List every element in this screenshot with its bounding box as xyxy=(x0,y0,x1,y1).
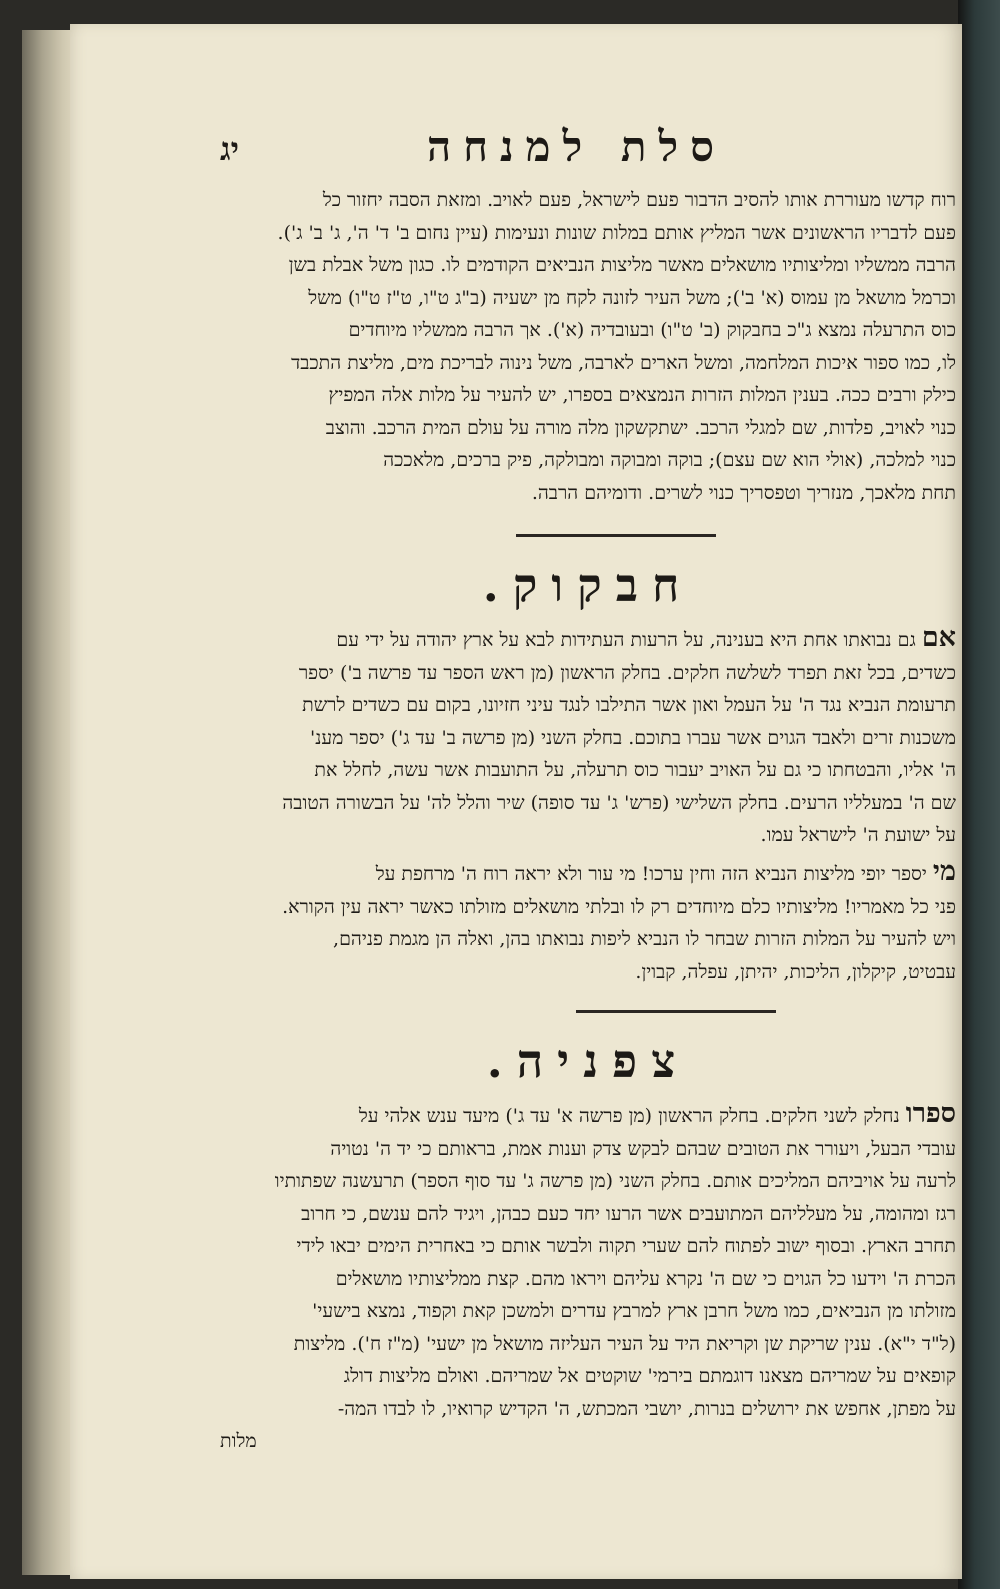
text-line: על ישועת ה' לישראל עמו. xyxy=(760,824,956,846)
text-line: לרעה על אויביהם המליכים אותם. בחלק השני (מן פרשה ג' עד סוף הספר) תרעשנה שפתותיו xyxy=(274,1170,956,1192)
text-line: הכרת ה' וידעו כל הגוים כי שם ה' נקרא עליהם ויראו מהם. קצת ממליצותיו מושאלים xyxy=(335,1267,956,1290)
text-line: פעם לדבריו הראשונים אשר המליץ אותם במלות שונות ונעימות (עיין נחום ב' ד' ה', ג' ב' ג'). xyxy=(277,221,956,244)
text-line: רגז ומהומה, על מעלליהם המתועבים אשר הרעו יחד כעם כבהן, ויגיד להם ענשם, כי חרוב xyxy=(301,1202,956,1225)
section-title-zephaniah: צפניה. xyxy=(486,1034,690,1088)
text-line: עבטיט, קיקלון, הליכות, יהיתן, עפלה, קבוין. xyxy=(635,960,956,983)
intro-paragraph xyxy=(220,184,956,509)
initial-word: מי xyxy=(932,856,956,887)
book-edge-right xyxy=(958,0,1000,1589)
text-line: על מפתן, אחפש את ירושלים בנרות, יושבי המכתש, ה' הקדיש קרואיו, לו לבדו המה- xyxy=(337,1397,956,1420)
running-head xyxy=(220,122,956,182)
text-line: ויש להעיר על המלות הזרות שבחר לו הנביא ליפות נבואתו בהן, ואלה הן מגמת פניהם, xyxy=(333,928,956,950)
text-line: הרבה ממשליו ומליצותיו מושאלים מאשר מליצות הנביאים הקודמים לו. כגון משל אבלת בשן xyxy=(288,254,956,276)
text-line: עובדי הבעל, ויעורר את הטובים שבהם לבקש צדק וענות אמת, בראותם כי יד ה' נטויה xyxy=(330,1137,956,1160)
text-line: מזולתו מן הנביאים, כמו משל חרבן ארץ למרבץ עדרים ולמשכן קאת וקפוד, נמצא בישעי' xyxy=(312,1300,956,1322)
catchword: מלות xyxy=(220,1430,257,1452)
text-line: כוס התרעלה נמצא ג"כ בחבקוק (ב' ט"ו) ובעובדיה (א'). אך הרבה ממשליו מיוחדים xyxy=(348,319,956,341)
page-number: יג xyxy=(220,130,239,168)
text-line: קופאים על שמריהם מצאנו דוגמתם בירמי' שוקטים אל שמריהם. ואולם מליצות דולג xyxy=(343,1365,956,1387)
text-line: כילק ורבים ככה. בענין המלות הזרות הנמצאים בספרו, יש להעיר על מלות אלה המפיץ xyxy=(328,384,956,406)
zephaniah-paragraph-1 xyxy=(220,1098,956,1458)
text-line: ה' אליו, והבטחתו כי גם על האויב יעבור כוס תרעלה, על התועבות אשר עשה, לחלל את xyxy=(314,759,956,781)
text-line: פני כל מאמריו! מליצותיו כלם מיוחדים רק לו ובלתי מושאלים מזולתו כאשר יראה עין הקורא. xyxy=(282,895,956,918)
text-line-rest: גם נבואתו אחת היא בענינה, על הרעות העתידות לבא על ארץ יהודה על ידי עם xyxy=(336,629,916,651)
text-line: כנוי למלכה, (אולי הוא שם עצם); בוקה ומבוקה ומבולקה, פיק ברכים, מלאככה xyxy=(383,449,956,471)
habakkuk-paragraph-2 xyxy=(220,856,956,988)
page-content xyxy=(220,24,956,1579)
section-divider xyxy=(516,534,716,537)
text-line xyxy=(220,622,956,657)
text-line xyxy=(220,856,956,891)
running-title: סלת למנחה xyxy=(427,122,726,171)
text-line: תרעומת הנביא נגד ה' על העמל ואון אשר התילבו לנגד עיני חזיונו, בקום עם כשדים לרשת xyxy=(302,694,956,716)
text-line: כשדים, בכל זאת תפרד לשלשה חלקים. בחלק הראשון (מן ראש הספר עד פרשה ב') יספר xyxy=(298,661,956,684)
text-line: לו, כמו ספור איכות המלחמה, ומשל הארים לארבה, משל נינוה לבריכת מים, מליצת התכבד xyxy=(291,351,956,374)
section-title-habakkuk: חבקוק. xyxy=(482,558,694,612)
text-line xyxy=(220,1098,956,1133)
text-line-rest: נחלק לשני חלקים. בחלק הראשון (מן פרשה א' עד ג') מיעד ענש אלהי על xyxy=(358,1105,900,1127)
book-page xyxy=(70,24,962,1579)
habakkuk-paragraph-1 xyxy=(220,622,956,852)
text-line: רוח קדשו מעוררת אותו להסיב הדבור פעם לישראל, פעם לאויב. ומזאת הסבה יחזור כל xyxy=(322,189,956,211)
text-line: וכרמל מושאל מן עמוס (א' ב'); משל העיר לזונה לקח מן ישעיה (ב"ג ט"ו, ט"ז ט"ו) משל xyxy=(308,286,956,309)
text-line: תחת מלאכך, מנזריך וטפסריך כנוי לשרים. ודומיהם הרבה. xyxy=(531,481,956,504)
text-line: תחרב הארץ. ובסוף ישוב לפתוח להם שערי תקוה ולבשר אותם כי באחרית הימים יבאו לידי xyxy=(296,1235,956,1257)
text-line: שם ה' במעלליו הרעים. בחלק השלישי (פרש' ג' עד סופה) שיר והלל לה' על הבשורה הטובה xyxy=(282,791,956,814)
section-divider xyxy=(576,1010,776,1013)
text-line: (ל"ד י"א). ענין שריקת שן וקריאת היד על העיר העליזה מושאל מן ישעי' (מ"ז ח'). מליצות xyxy=(293,1332,956,1355)
text-line-rest: יספר יופי מליצות הנביא הזה וחין ערכו! מי עור ולא יראה רוח ה' מרחפת על xyxy=(375,863,927,885)
initial-word: אם xyxy=(921,622,956,653)
text-line: כנוי לאויב, פלדות, שם למגלי הרכב. ישתקשקון מלה מורה על עולם המית הרכב. והוצב xyxy=(325,416,956,439)
text-line: משכנות זרים ולאבד הגוים אשר עברו בתוכם. בחלק השני (מן פרשה ב' עד ג') יספר מענ' xyxy=(310,726,956,749)
initial-word: ספרו xyxy=(905,1098,956,1129)
